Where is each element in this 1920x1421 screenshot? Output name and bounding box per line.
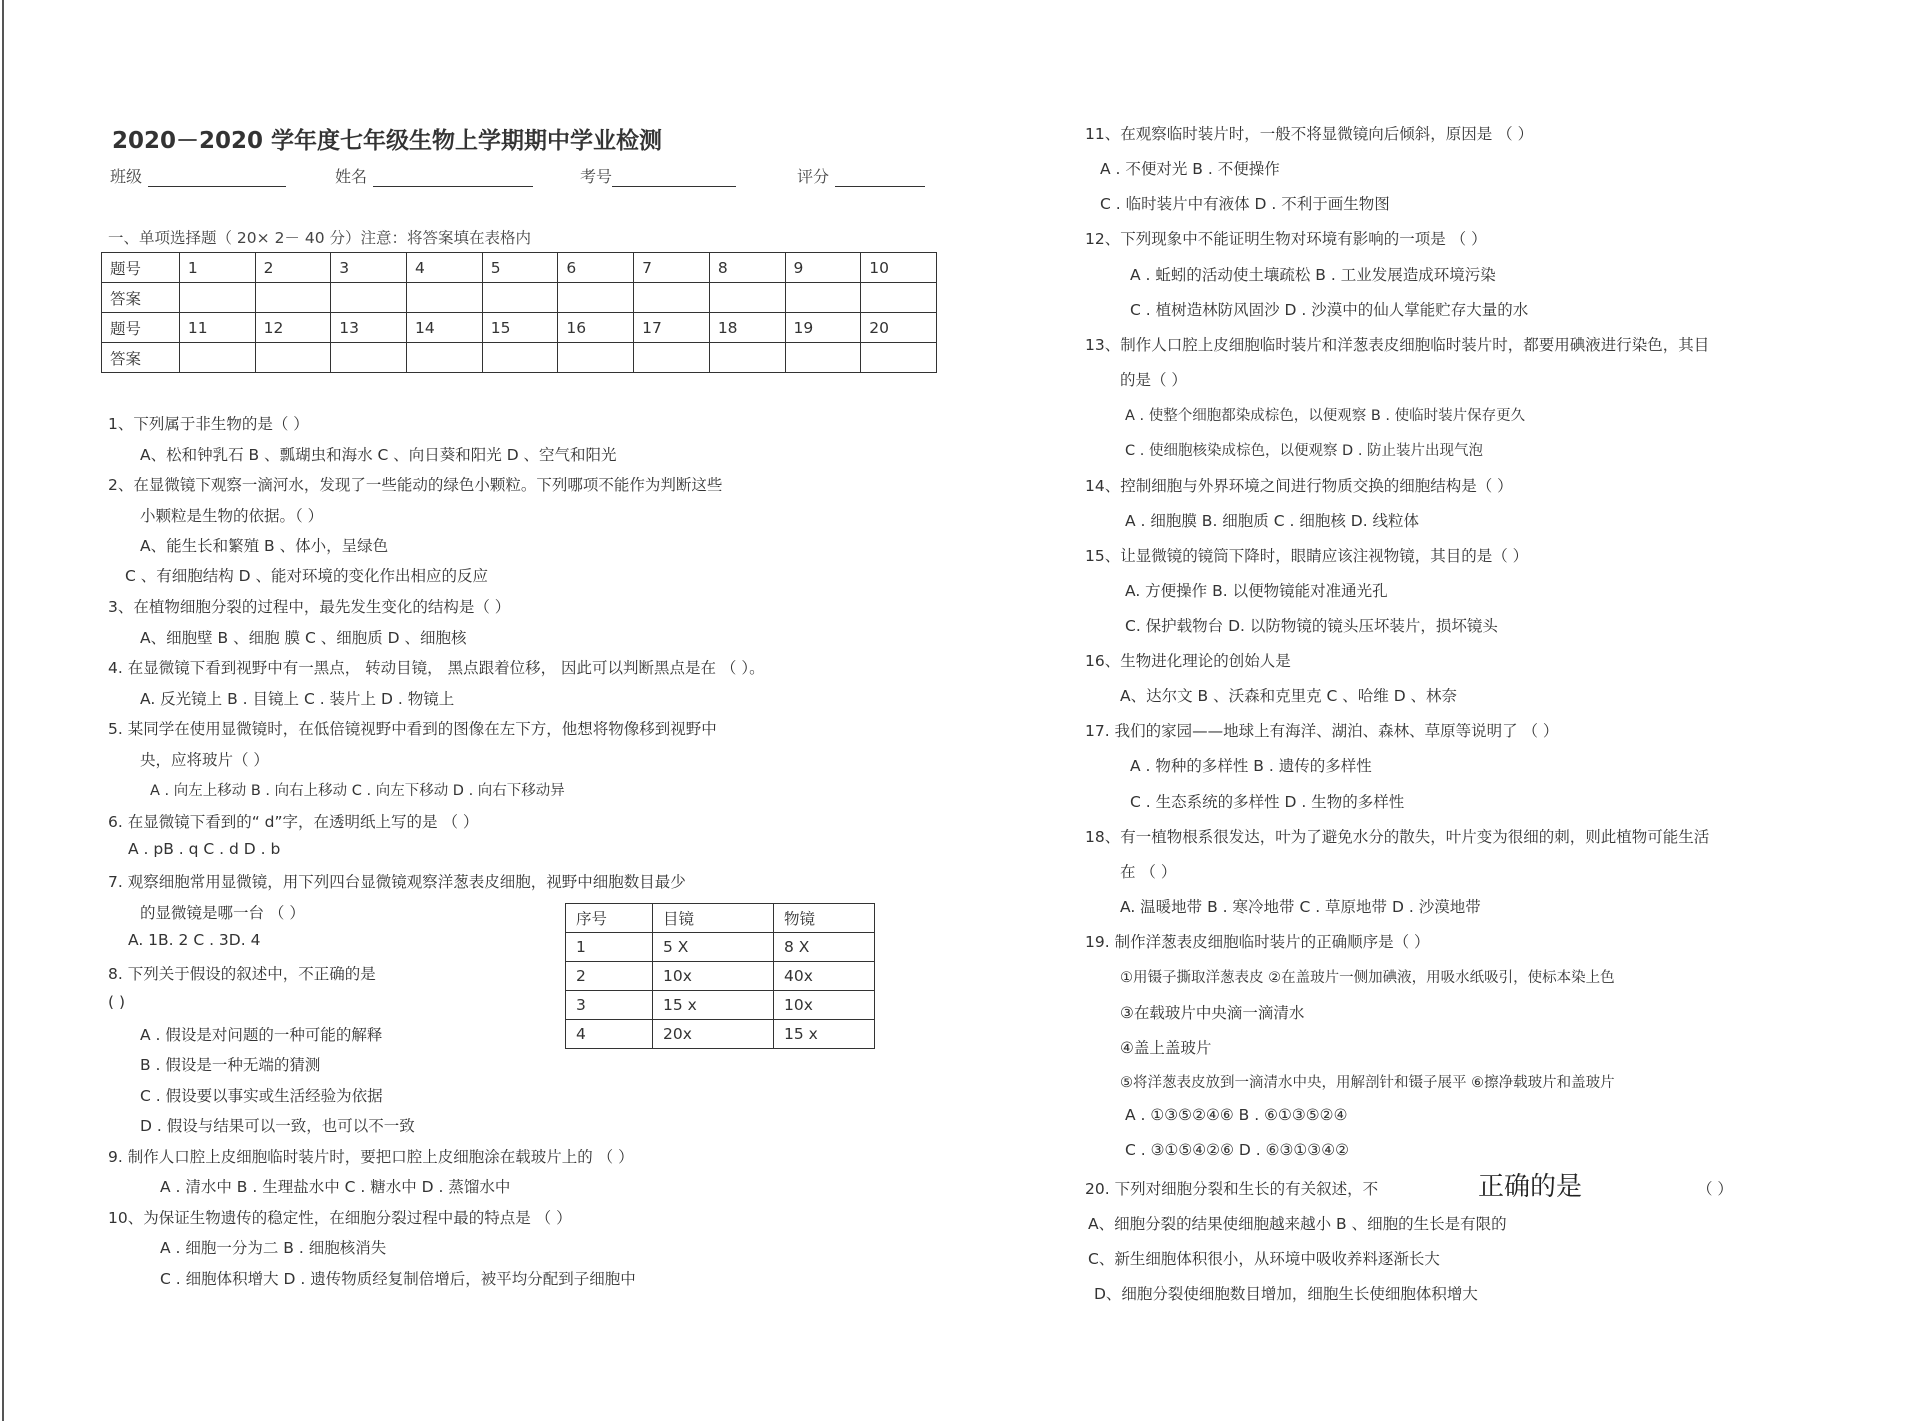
question-line: A . 不便对光 B . 不便操作	[1100, 160, 1280, 178]
table-cell: 1	[566, 933, 653, 962]
answer-cell[interactable]	[558, 283, 634, 313]
answer-cell[interactable]	[785, 283, 861, 313]
question-line: 的显微镜是哪一台 （ ）	[140, 904, 305, 922]
question-line: A . 向左上移动 B . 向右上移动 C . 向左下移动 D . 向右下移动异	[150, 783, 565, 799]
name-blank	[373, 170, 533, 187]
score-field	[797, 164, 925, 187]
question-line: 小颗粒是生物的依据。（ ）	[140, 507, 324, 525]
num-cell: 2	[255, 253, 331, 283]
question-line: C . 假设要以事实或生活经验为依据	[140, 1087, 383, 1105]
microscope-table	[565, 903, 875, 1049]
question-line: 1、下列属于非生物的是（ ）	[108, 415, 309, 433]
question-line: ③在载玻片中央滴一滴清水	[1120, 1004, 1305, 1022]
table-cell: 40x	[774, 962, 875, 991]
question-line: 2、在显微镜下观察一滴河水，发现了一些能动的绿色小颗粒。下列哪项不能作为判断这些	[108, 476, 723, 494]
question-line: A . 清水中 B . 生理盐水中 C . 糖水中 D . 蒸馏水中	[160, 1178, 511, 1196]
answer-cell[interactable]	[331, 283, 407, 313]
question-line: B . 假设是一种无端的猜测	[140, 1056, 321, 1074]
answer-cell[interactable]	[709, 343, 785, 373]
table-cell: 20x	[653, 1020, 774, 1049]
question-line: C、新生细胞体积很小，从环境中吸收养料逐渐长大	[1088, 1250, 1440, 1268]
table-header: 目镜	[653, 904, 774, 933]
answer-cell[interactable]	[482, 343, 558, 373]
answer-cell[interactable]	[482, 283, 558, 313]
question-line: A. 反光镜上 B . 目镜上 C . 装片上 D . 物镜上	[140, 690, 455, 708]
question-line: C . ③①⑤④②⑥ D . ⑥③①③④②	[1125, 1141, 1349, 1159]
class-label: 班级	[110, 167, 143, 186]
question-line: C . 临时装片中有液体 D . 不利于画生物图	[1100, 195, 1390, 213]
table-row	[566, 962, 875, 991]
question-line: A . 蚯蚓的活动使土壤疏松 B . 工业发展造成环境污染	[1130, 266, 1496, 284]
question-line: ⑤将洋葱表皮放到一滴清水中央，用解剖针和镊子展平 ⑥擦净载玻片和盖玻片	[1120, 1075, 1615, 1091]
answer-cell[interactable]	[179, 283, 255, 313]
answer-table-row	[102, 343, 937, 373]
question-line: 15、让显微镜的镜筒下降时，眼睛应该注视物镜，其目的是（ ）	[1085, 547, 1529, 565]
question-line: A . 使整个细胞都染成棕色，以便观察 B . 使临时装片保存更久	[1125, 408, 1526, 424]
section1-instruction: 一、单项选择题（ 20× 2－ 40 分）注意：将答案填在表格内	[108, 229, 532, 247]
num-cell: 1	[179, 253, 255, 283]
num-cell: 7	[634, 253, 710, 283]
question-line: C . 生态系统的多样性 D . 生物的多样性	[1130, 793, 1405, 811]
table-row	[566, 933, 875, 962]
question-line: A. 温暖地带 B . 寒冷地带 C . 草原地带 D . 沙漠地带	[1120, 898, 1481, 916]
score-blank	[835, 170, 925, 187]
question-line: A、松和钟乳石 B 、瓢瑚虫和海水 C 、向日葵和阳光 D 、空气和阳光	[140, 446, 617, 464]
question-line: 6. 在显微镜下看到的“ d”字，在透明纸上写的是 （ ）	[108, 813, 479, 831]
question-line: ④盖上盖玻片	[1120, 1039, 1212, 1057]
answer-cell[interactable]	[331, 343, 407, 373]
question-line: D . 假设与结果可以一致，也可以不一致	[140, 1117, 415, 1135]
question-line: ( )	[108, 993, 126, 1011]
answer-cell[interactable]	[255, 343, 331, 373]
table-cell: 10x	[774, 991, 875, 1020]
num-cell: 16	[558, 313, 634, 343]
answer-cell[interactable]	[558, 343, 634, 373]
table-cell: 4	[566, 1020, 653, 1049]
table-cell: 15 x	[774, 1020, 875, 1049]
page-title: 2020－2020 学年度七年级生物上学期期中学业检测	[112, 128, 663, 154]
answer-cell[interactable]	[255, 283, 331, 313]
question-line: （ ）	[1697, 1180, 1733, 1198]
table-row	[566, 991, 875, 1020]
num-cell: 15	[482, 313, 558, 343]
question-line: 16、生物进化理论的创始人是	[1085, 652, 1291, 670]
answer-table-row	[102, 283, 937, 313]
question-line: C. 保护载物台 D. 以防物镜的镜头压坏装片，损坏镜头	[1125, 617, 1498, 635]
question-line: 在 （ ）	[1120, 863, 1177, 881]
num-cell: 18	[709, 313, 785, 343]
question-line-emphasis: 正确的是	[1478, 1172, 1583, 1202]
question-line: A、达尔文 B 、沃森和克里克 C 、哈维 D 、林奈	[1120, 687, 1458, 705]
answer-cell[interactable]	[407, 343, 483, 373]
num-cell: 13	[331, 313, 407, 343]
question-line: 18、有一植物根系很发达，叶为了避免水分的散失，叶片变为很细的刺，则此植物可能生活	[1085, 828, 1710, 846]
name-field	[335, 164, 533, 187]
table-cell: 8 X	[774, 933, 875, 962]
question-line: 3、在植物细胞分裂的过程中，最先发生变化的结构是（ ）	[108, 598, 511, 616]
question-line: 20. 下列对细胞分裂和生长的有关叙述，不	[1085, 1180, 1379, 1198]
question-line: 10、为保证生物遗传的稳定性，在细胞分裂过程中最的特点是 （ ）	[108, 1209, 572, 1227]
table-header: 序号	[566, 904, 653, 933]
score-label: 评分	[797, 167, 830, 186]
num-cell: 11	[179, 313, 255, 343]
question-line: ①用镊子撕取洋葱表皮 ②在盖玻片一侧加碘液，用吸水纸吸引，使标本染上色	[1120, 970, 1615, 986]
answer-cell[interactable]	[634, 343, 710, 373]
exam-no-label: 考号	[580, 167, 613, 186]
question-line: C . 细胞体积增大 D . 遗传物质经复制倍增后，被平均分配到子细胞中	[160, 1270, 636, 1288]
question-line: 7. 观察细胞常用显微镜，用下列四台显微镜观察洋葱表皮细胞，视野中细胞数目最少	[108, 873, 686, 891]
question-line: 9. 制作人口腔上皮细胞临时装片时，要把口腔上皮细胞涂在载玻片上的 （ ）	[108, 1148, 634, 1166]
table-header: 物镜	[774, 904, 875, 933]
num-cell: 9	[785, 253, 861, 283]
table-row	[566, 904, 875, 933]
table-cell: 3	[566, 991, 653, 1020]
question-line: A、细胞壁 B 、细胞 膜 C 、细胞质 D 、细胞核	[140, 629, 467, 647]
num-cell: 5	[482, 253, 558, 283]
table-row	[566, 1020, 875, 1049]
num-cell: 17	[634, 313, 710, 343]
answer-cell[interactable]	[861, 343, 937, 373]
num-cell: 8	[709, 253, 785, 283]
num-label-cell: 题号	[102, 253, 180, 283]
num-cell: 10	[861, 253, 937, 283]
table-cell: 15 x	[653, 991, 774, 1020]
question-line: 14、控制细胞与外界环境之间进行物质交换的细胞结构是（ ）	[1085, 477, 1513, 495]
answer-table	[101, 252, 937, 373]
question-line: D、细胞分裂使细胞数目增加，细胞生长使细胞体积增大	[1094, 1285, 1478, 1303]
question-line: A . 假设是对问题的一种可能的解释	[140, 1026, 383, 1044]
num-cell: 6	[558, 253, 634, 283]
question-line: 13、制作人口腔上皮细胞临时装片和洋葱表皮细胞临时装片时，都要用碘液进行染色，其目	[1085, 336, 1710, 354]
question-line: 17. 我们的家园——地球上有海洋、湖泊、森林、草原等说明了 （ ）	[1085, 722, 1559, 740]
question-line: A . pB . q C . d D . b	[128, 840, 281, 858]
num-cell: 14	[407, 313, 483, 343]
class-blank	[148, 170, 286, 187]
exam-no-blank	[612, 170, 736, 187]
class-field	[110, 164, 286, 187]
question-line: 的是（ ）	[1120, 371, 1187, 389]
question-line: 央，应将玻片（ ）	[140, 751, 269, 769]
ans-label-cell: 答案	[102, 343, 180, 373]
answer-table-row	[102, 253, 937, 283]
question-line: A. 方便操作 B. 以便物镜能对准通光孔	[1125, 582, 1388, 600]
answer-cell[interactable]	[785, 343, 861, 373]
ans-label-cell: 答案	[102, 283, 180, 313]
question-line: 8. 下列关于假设的叙述中，不正确的是	[108, 965, 376, 983]
num-cell: 19	[785, 313, 861, 343]
question-line: C . 植树造林防风固沙 D . 沙漠中的仙人掌能贮存大量的水	[1130, 301, 1529, 319]
table-cell: 2	[566, 962, 653, 991]
num-label-cell: 题号	[102, 313, 180, 343]
name-label: 姓名	[335, 167, 368, 186]
question-line: 19. 制作洋葱表皮细胞临时装片的正确顺序是（ ）	[1085, 933, 1430, 951]
answer-cell[interactable]	[407, 283, 483, 313]
table-cell: 10x	[653, 962, 774, 991]
exam-no-field	[580, 164, 736, 187]
answer-cell[interactable]	[861, 283, 937, 313]
num-cell: 12	[255, 313, 331, 343]
num-cell: 20	[861, 313, 937, 343]
question-line: 4. 在显微镜下看到视野中有一黑点， 转动目镜， 黑点跟着位移， 因此可以判断黑点是在 （ ）。	[108, 659, 765, 677]
answer-table-row	[102, 313, 937, 343]
question-line: C . 使细胞核染成棕色，以便观察 D . 防止装片出现气泡	[1125, 443, 1484, 459]
question-line: 5. 某同学在使用显微镜时，在低倍镜视野中看到的图像在左下方，他想将物像移到视野中	[108, 720, 717, 738]
question-line: 11、在观察临时装片时，一般不将显微镜向后倾斜，原因是 （ ）	[1085, 125, 1534, 143]
num-cell: 3	[331, 253, 407, 283]
answer-cell[interactable]	[634, 283, 710, 313]
answer-cell[interactable]	[179, 343, 255, 373]
answer-cell[interactable]	[709, 283, 785, 313]
question-line: A. 1B. 2 C . 3D. 4	[128, 931, 261, 949]
question-line: A、细胞分裂的结果使细胞越来越小 B 、细胞的生长是有限的	[1088, 1215, 1507, 1233]
question-line: A . 物种的多样性 B . 遗传的多样性	[1130, 757, 1372, 775]
question-line: C 、有细胞结构 D 、能对环境的变化作出相应的反应	[125, 567, 489, 585]
num-cell: 4	[407, 253, 483, 283]
question-line: A . 细胞一分为二 B . 细胞核消失	[160, 1239, 387, 1257]
question-line: A、能生长和繁殖 B 、体小，呈绿色	[140, 537, 389, 555]
table-cell: 5 X	[653, 933, 774, 962]
question-line: A . ①③⑤②④⑥ B . ⑥①③⑤②④	[1125, 1106, 1348, 1124]
question-line: 12、下列现象中不能证明生物对环境有影响的一项是 （ ）	[1085, 230, 1487, 248]
question-line: A . 细胞膜 B. 细胞质 C . 细胞核 D. 线粒体	[1125, 512, 1420, 530]
